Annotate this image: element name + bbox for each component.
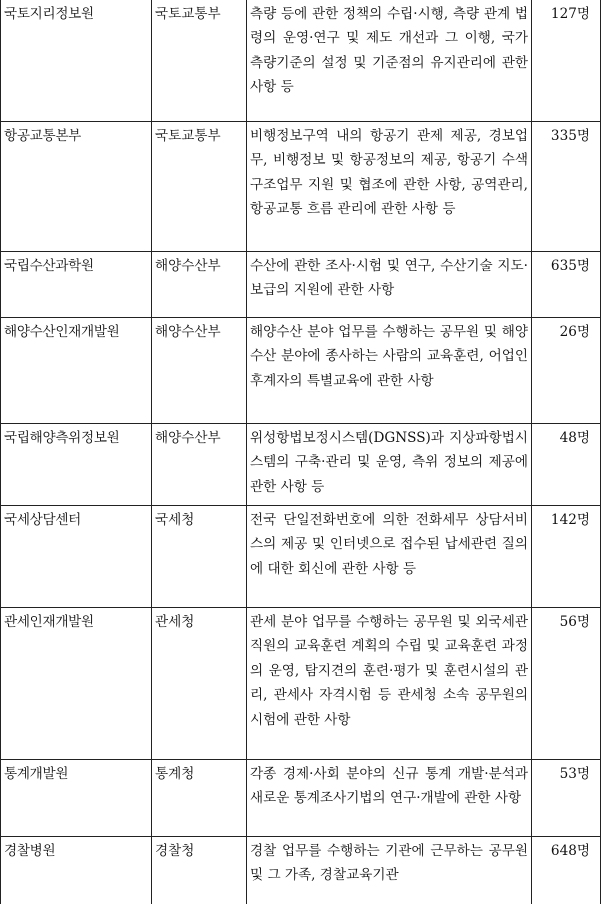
table-row <box>1 252 601 318</box>
staff-count-cell: 26명 <box>532 318 601 424</box>
table-row <box>1 318 601 424</box>
staff-count-cell: 648명 <box>532 837 601 904</box>
ministry-cell: 국토교통부 <box>152 122 247 252</box>
table-row <box>1 0 601 122</box>
staff-count-cell: 56명 <box>532 608 601 760</box>
ministry-cell: 국토교통부 <box>152 0 247 122</box>
agency-name-cell: 국세상담센터 <box>1 506 152 608</box>
staff-count-cell: 127명 <box>532 0 601 122</box>
staff-count-cell: 635명 <box>532 252 601 318</box>
agency-name-cell: 국립해양측위정보원 <box>1 424 152 506</box>
staff-count-cell: 142명 <box>532 506 601 608</box>
function-cell: 각종 경제·사회 분야의 신규 통계 개발·분석과 새로운 통계조사기법의 연구·개발에 관한 사항 <box>247 760 532 837</box>
function-cell: 전국 단일전화번호에 의한 전화세무 상담서비스의 제공 및 인터넷으로 접수된 납세관련 질의에 대한 회신에 관한 사항 등 <box>247 506 532 608</box>
ministry-cell: 해양수산부 <box>152 424 247 506</box>
agency-name-cell: 경찰병원 <box>1 837 152 904</box>
agency-name-cell: 국립수산과학원 <box>1 252 152 318</box>
staff-count-cell: 53명 <box>532 760 601 837</box>
agency-name-cell: 국토지리정보원 <box>1 0 152 122</box>
ministry-cell: 국세청 <box>152 506 247 608</box>
function-cell: 관세 분야 업무를 수행하는 공무원 및 외국세관직원의 교육훈련 계획의 수립 및 교육훈련 과정의 운영, 탐지견의 훈련·평가 및 훈련시설의 관리, 관세사 자격시험 등 관세청 소속 공무원의 시험에 관한 사항 <box>247 608 532 760</box>
table-row <box>1 122 601 252</box>
table-row <box>1 608 601 760</box>
ministry-cell: 해양수산부 <box>152 252 247 318</box>
table-row <box>1 760 601 837</box>
function-cell: 비행정보구역 내의 항공기 관제 제공, 경보업무, 비행정보 및 항공정보의 제공, 항공기 수색구조업무 지원 및 협조에 관한 사항, 공역관리, 항공교통 흐름 관리에 관한 사항 등 <box>247 122 532 252</box>
function-cell: 수산에 관한 조사·시험 및 연구, 수산기술 지도·보급의 지원에 관한 사항 <box>247 252 532 318</box>
ministry-cell: 해양수산부 <box>152 318 247 424</box>
agency-name-cell: 해양수산인재개발원 <box>1 318 152 424</box>
table-row <box>1 506 601 608</box>
agency-name-cell: 항공교통본부 <box>1 122 152 252</box>
ministry-cell: 통계청 <box>152 760 247 837</box>
table-row <box>1 424 601 506</box>
staff-count-cell: 335명 <box>532 122 601 252</box>
ministry-cell: 관세청 <box>152 608 247 760</box>
ministry-cell: 경찰청 <box>152 837 247 904</box>
function-cell: 위성항법보정시스템(DGNSS)과 지상파항법시스템의 구축·관리 및 운영, 측위 정보의 제공에 관한 사항 등 <box>247 424 532 506</box>
function-cell: 측량 등에 관한 정책의 수립·시행, 측량 관계 법령의 운영·연구 및 제도 개선과 그 이행, 국가 측량기준의 설정 및 기준점의 유지관리에 관한 사항 등 <box>247 0 532 122</box>
agency-name-cell: 관세인재개발원 <box>1 608 152 760</box>
table-row <box>1 837 601 904</box>
agency-name-cell: 통계개발원 <box>1 760 152 837</box>
function-cell: 경찰 업무를 수행하는 기관에 근무하는 공무원 및 그 가족, 경찰교육기관 <box>247 837 532 904</box>
function-cell: 해양수산 분야 업무를 수행하는 공무원 및 해양수산 분야에 종사하는 사람의 교육훈련, 어업인후계자의 특별교육에 관한 사항 <box>247 318 532 424</box>
staff-count-cell: 48명 <box>532 424 601 506</box>
